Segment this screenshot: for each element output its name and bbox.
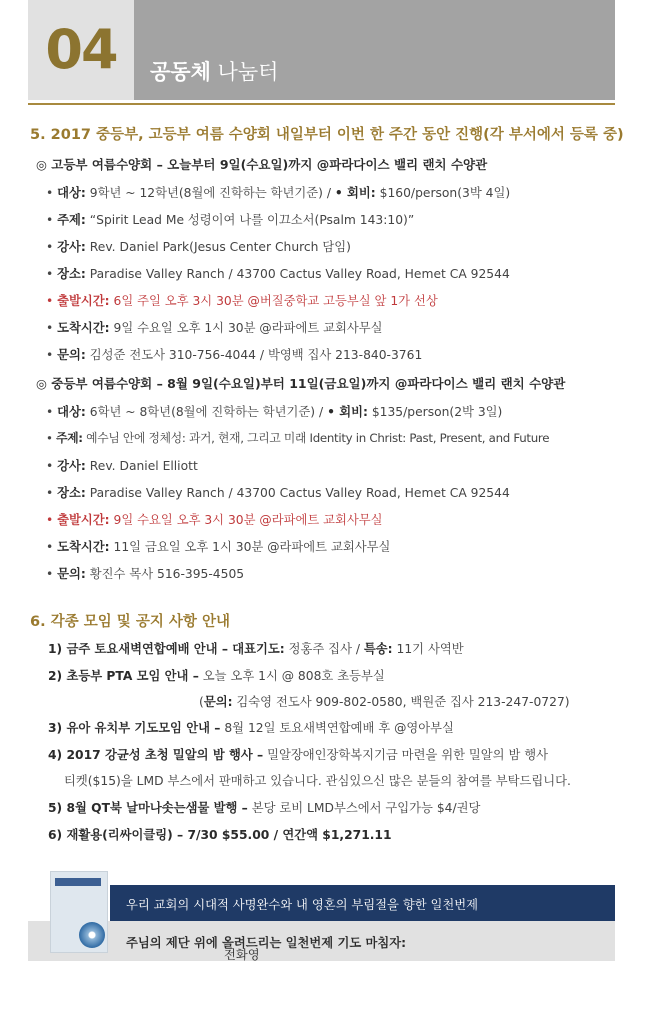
hs-place-line: • 장소: Paradise Valley Ranch / 43700 Cactus Valley Road, Hemet CA 92544 (46, 267, 510, 281)
notice-item-6: 6) 재활용(리싸이클링) – 7/30 $55.00 / 연간액 $1,271.11 (48, 828, 392, 842)
section-header (28, 0, 615, 100)
notice-item-4-cont: 티켓($15)을 LMD 부스에서 판매하고 있습니다. 관심있으신 많은 분들의 참여를 부탁드립니다. (64, 774, 571, 788)
notice-item-5: 5) 8월 QT북 날마나솟는샘물 발행 – 본당 로비 LMD부스에서 구입가능 $4/권당 (48, 801, 481, 815)
notice-item-2-contact: (문의: 김숙영 전도사 909-802-0580, 백원준 집사 213-247-0727) (199, 695, 570, 709)
notice-item-1: 1) 금주 토요새벽연합예배 안내 – 대표기도: 정홍주 집사 / 특송: 11기 사역반 (48, 642, 464, 656)
hs-theme-line: • 주제: “Spirit Lead Me 성령이여 나를 이끄소서(Psalm 143:10)” (46, 213, 415, 227)
hs-retreat-heading: ◎ 고등부 여름수양회 – 오늘부터 9일(수요일)까지 @파라다이스 밸리 랜치 수양관 (36, 157, 488, 172)
ms-retreat-heading: ◎ 중등부 여름수양회 – 8월 9일(수요일)부터 11일(금요일)까지 @파라다이스 밸리 랜치 수양관 (36, 376, 566, 391)
hs-depart-line: • 출발시간: 6일 주일 오후 3시 30분 @버질중학교 고등부실 앞 1가 선상 (46, 294, 438, 308)
offering-banner-bottom (28, 921, 615, 961)
offering-banner-top (110, 885, 615, 921)
offering-banner-text: 주님의 제단 위에 올려드리는 일천번제 기도 마침자: 전화영 (126, 936, 407, 962)
ms-arrive-line: • 도착시간: 11일 금요일 오후 1시 30분 @라파에트 교회사무실 (46, 540, 391, 554)
cd-disc-icon (79, 922, 105, 948)
ms-contact-line: • 문의: 황진수 목사 516-395-4505 (46, 567, 245, 581)
hs-arrive-line: • 도착시간: 9일 수요일 오후 1시 30분 @라파에트 교회사무실 (46, 321, 383, 335)
ms-target-line: • 대상: 6학년 ~ 8학년(8월에 진학하는 학년기준) / • 회비: $135/person(2박 3일) (46, 405, 503, 419)
ms-depart-line: • 출발시간: 9일 수요일 오후 3시 30분 @라파에트 교회사무실 (46, 513, 383, 527)
section-title-box (134, 0, 615, 100)
divider (28, 103, 615, 105)
hs-contact-line: • 문의: 김성준 전도사 310-756-4044 / 박영백 집사 213-840-3761 (46, 348, 423, 362)
booklet-stripe (55, 878, 101, 886)
ms-place-line: • 장소: Paradise Valley Ranch / 43700 Cactus Valley Road, Hemet CA 92544 (46, 486, 510, 500)
section-number: 04 (45, 18, 117, 81)
section-number-box (28, 0, 134, 100)
notice-item-3: 3) 유아 유치부 기도모임 안내 – 8월 12일 토요새벽연합예배 후 @영아부실 (48, 721, 454, 735)
section5-heading: 5. 2017 중등부, 고등부 여름 수양회 내일부터 이번 한 주간 동안 진행(각 부서에서 등록 중) (30, 127, 624, 143)
offering-banner-title: 우리 교회의 시대적 사명완수와 내 영혼의 부림절을 향한 일천번제 (126, 898, 478, 912)
notice-item-4: 4) 2017 강균성 초청 밀알의 밤 행사 – 밀알장애인장학복지기금 마련을 위한 밀알의 밤 행사 (48, 748, 548, 762)
notice-item-2: 2) 초등부 PTA 모임 안내 – 오늘 오후 1시 @ 808호 초등부실 (48, 669, 385, 683)
hs-speaker-line: • 강사: Rev. Daniel Park(Jesus Center Church 담임) (46, 240, 351, 254)
booklet-cd-image (50, 871, 108, 953)
section6-heading: 6. 각종 모임 및 공지 사항 안내 (30, 614, 230, 630)
ms-speaker-line: • 강사: Rev. Daniel Elliott (46, 459, 198, 473)
section-title: 공동체 나눔터 (150, 60, 279, 84)
hs-target-line: • 대상: 9학년 ~ 12학년(8월에 진학하는 학년기준) / • 회비: $160/person(3박 4일) (46, 186, 511, 200)
ms-theme-line: • 주제: 예수님 안에 정체성: 과거, 현재, 그리고 미래 Identity in Christ: Past, Present, and Future (46, 431, 550, 445)
